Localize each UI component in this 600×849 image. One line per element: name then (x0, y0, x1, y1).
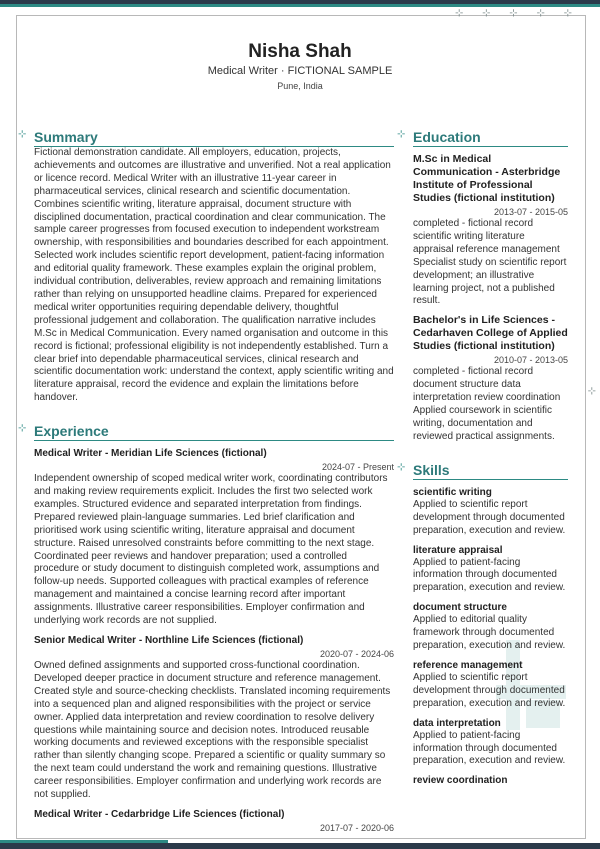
candidate-title: Medical Writer · FICTIONAL SAMPLE (207, 65, 393, 77)
education-title: M.Sc in Medical Communication - Asterbridge Institute of Professional Studies (fictional institution) (413, 153, 561, 204)
job-entry (34, 447, 394, 628)
side-column (397, 128, 568, 787)
resume-header (0, 40, 600, 93)
skill-entry (413, 774, 568, 787)
skill-entry (413, 486, 568, 538)
summary-heading: Summary (34, 128, 394, 147)
main-column (18, 128, 394, 834)
education-heading: Education (413, 128, 568, 147)
section-ornament-icon: ⊹ (397, 461, 406, 473)
education-description: completed - fictional record scientific writing literature appraisal reference management Specialist study on scientific report development; an illustrative learning project, not a published result. (413, 218, 567, 307)
skills-heading: Skills (413, 461, 568, 480)
experience-section (18, 422, 394, 441)
summary-section (18, 128, 394, 147)
education-entry (413, 314, 568, 443)
side-ornament-icon: ⊹ (587, 386, 596, 397)
education-dates: 2013-07 - 2015-05 (493, 207, 568, 217)
job-entry (34, 634, 394, 802)
skill-entry (413, 659, 568, 711)
skill-description: Applied to patient-facing information through documented preparation, execution and review. (413, 729, 566, 767)
education-title: Bachelor's in Life Sciences - Cedarhaven College of Applied Studies (fictional institution) (413, 314, 568, 353)
education-dates: 2010-07 - 2013-05 (493, 355, 568, 366)
skill-description: Applied to scientific report development through documented preparation, execution and review. (413, 498, 566, 536)
skill-entry (413, 717, 568, 769)
skill-name: document structure (413, 602, 507, 614)
skill-entry (413, 544, 568, 596)
bottom-accent-bar (0, 843, 600, 849)
skill-name: review coordination (413, 775, 508, 787)
job-title: Medical Writer - Meridian Life Sciences (fictional) (34, 448, 267, 460)
education-section (397, 128, 568, 147)
education-description: completed - fictional record document structure data interpretation review coordination Applied coursework in scientific writing, documentation and reviewed practical assignments. (413, 366, 561, 442)
skill-description: Applied to patient-facing information through documented preparation, execution and review. (413, 556, 566, 594)
job-dates: 2017-07 - 2020-06 (319, 822, 394, 833)
candidate-name: Nisha Shah (248, 41, 352, 62)
section-ornament-icon: ⊹ (18, 129, 27, 140)
skill-description: Applied to editorial quality framework through documented preparation, execution and review. (413, 614, 566, 652)
corner-ornament: ⊹ ⊹ ⊹ ⊹ ⊹ (454, 8, 580, 19)
education-entry (413, 153, 568, 308)
skills-section (397, 461, 568, 480)
job-entry (34, 808, 394, 834)
skill-name: literature appraisal (413, 544, 503, 556)
section-ornament-icon: ⊹ (18, 423, 27, 435)
skill-name: scientific writing (413, 486, 492, 498)
summary-text: Fictional demonstration candidate. All employers, education, projects, achievements and outcomes are illustrative and unverified. Not a real application or licence record. Medical Writer with an illustrative 11-year career in pharmaceutical services, clinical research and scientific documentation. Combines scientific writing, literature appraisal, document structure with disciplined documentation, practical coordination and clear communication. The sample career progresses from focused execution to independent workstream ownership, with responsibilities and boundaries described for each appointment. Selected work includes scientific report development, patient-facing information and editorial quality framework. These examples explain the original problem, individual contribution, deliverables, review approach and remaining limitations rather than relying on unsupported headline claims. Prepared for experienced medical writer opportunities requiring dependable delivery, thoughtful professional judgement and collaboration. The qualification narrative includes M.Sc in Medical Communication. Every named organisation and outcome in this record is fictional; professional eligibility is not independently established. Turn a clear brief into dependable pharmaceutical services, clinical research and scientific documentation work: understand the context, apply scientific writing and literature appraisal, record the evidence and explain the limitations before handover. (34, 147, 394, 404)
experience-heading: Experience (34, 422, 394, 441)
section-ornament-icon: ⊹ (397, 129, 406, 140)
skill-name: reference management (413, 659, 523, 671)
job-dates: 2020-07 - 2024-06 (319, 649, 394, 659)
top-accent-stripe (0, 4, 600, 7)
job-description: Independent ownership of scoped medical writer work, coordinating contributors and making review requirements explicit. Includes the first two selected work examples. Structured evidence and separated interpretation from findings. Prepared reviewed plain-language summaries. Led brief clarification and prioritised work using scientific writing, literature appraisal and document structure. Raised unresolved constraints before committing to the next stage. Coordinated peer reviews and handover preparation; used a controlled procedure or study document to distinguish completed work, assumptions and follow-up needs. Supported colleagues with practical examples of reference management and maintained a concise learning record after important assignments. Illustrative career responsibilities. Employer confirmation and underlying work records are not supplied. (34, 473, 388, 627)
job-title: Medical Writer - Cedarbridge Life Sciences (fictional) (34, 808, 285, 820)
job-description: Owned defined assignments and supported cross-functional coordination. Developed deeper practice in document structure and reference management. Created style and source-checking checklists. Translated incoming requirements into a sequenced plan and aligned responsibilities with the project or service owner. Applied data interpretation and review coordination to resolve delivery questions while maintaining source and decision notes. Introduced reusable working documents and reviewed exceptions with the responsible specialist rather than silently changing scope. Prepared a scientific or quality summary so the next team could understand the work and remaining questions. Illustrative career responsibilities. Employer confirmation and underlying work records are not supplied. (34, 660, 391, 801)
skill-description: Applied to scientific report development through documented preparation, execution and review. (413, 671, 566, 709)
job-dates: 2024-07 - Present (321, 462, 394, 473)
skill-entry (413, 601, 568, 653)
job-title: Senior Medical Writer - Northline Life Sciences (fictional) (34, 635, 304, 646)
skill-name: data interpretation (413, 717, 501, 729)
candidate-location: Pune, India (277, 81, 323, 91)
